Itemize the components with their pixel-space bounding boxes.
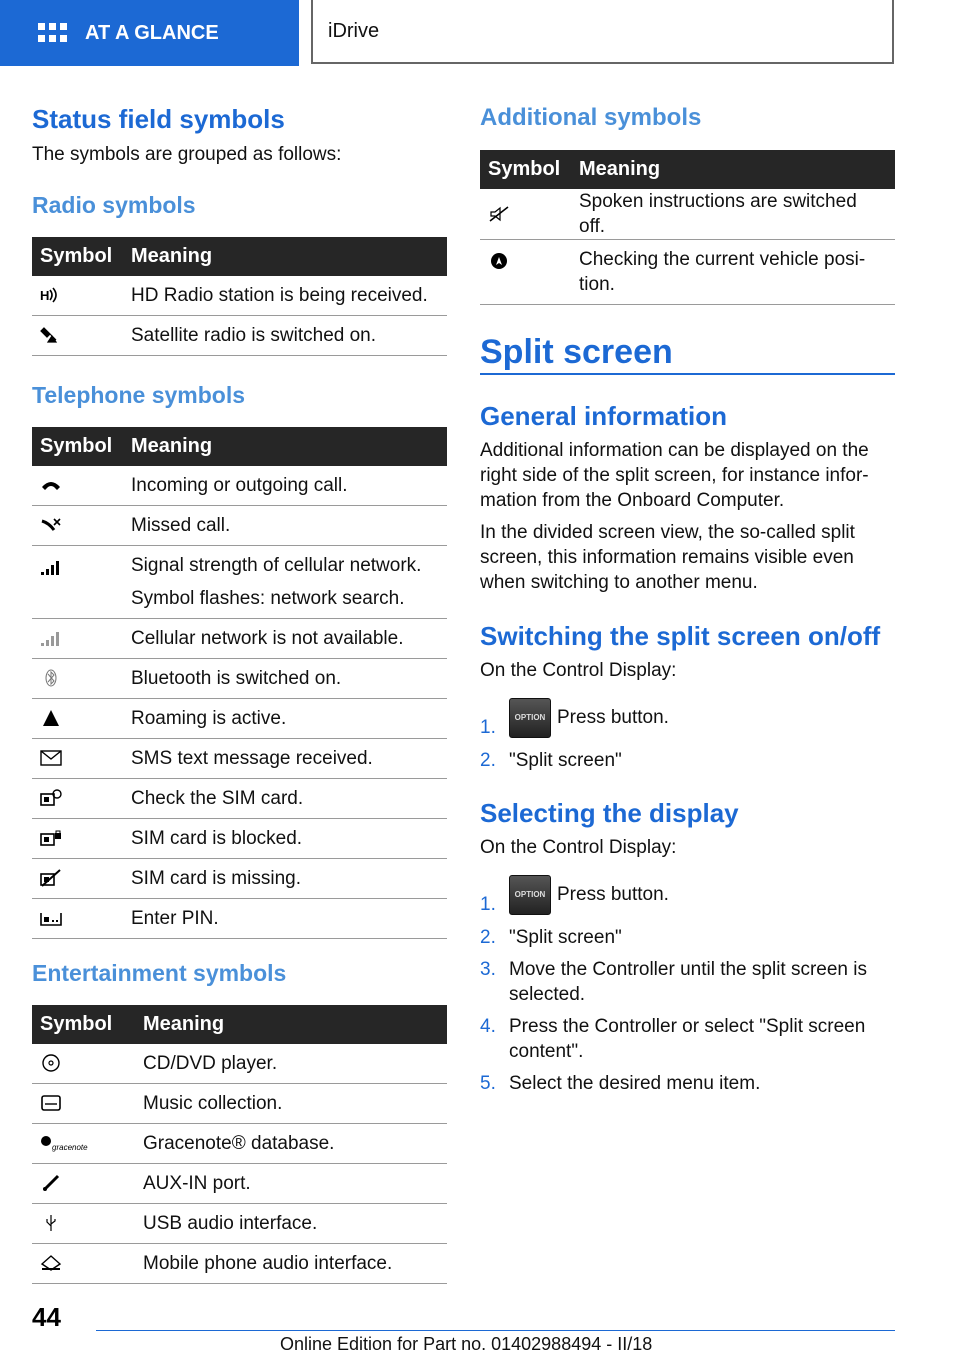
bluetooth-icon xyxy=(40,669,62,687)
general-para-1: Additional information can be displayed on the right side of the split screen, for instance infor- mation from the Onboard Computer. xyxy=(480,440,869,511)
row-meaning: Checking the current vehicle posi- xyxy=(579,249,866,270)
grid-icon xyxy=(38,21,68,45)
missed-call-icon xyxy=(40,516,62,534)
step-number: 4. xyxy=(480,1016,496,1037)
step-number: 3. xyxy=(480,959,496,980)
entertainment-table xyxy=(32,1005,447,1284)
row-meaning: Signal strength of cellular network. xyxy=(131,555,422,576)
sim-check-icon xyxy=(40,789,62,807)
table-row xyxy=(32,899,447,939)
row-meaning: Cellular network is not available. xyxy=(123,619,447,659)
list-item xyxy=(480,875,895,925)
row-meaning: Incoming or outgoing call. xyxy=(123,466,447,506)
option-button-icon: OPTION xyxy=(509,698,551,738)
list-item xyxy=(480,925,895,950)
table-row xyxy=(32,819,447,859)
step-number: 1. xyxy=(480,894,496,915)
table-row xyxy=(32,1244,447,1284)
table-row xyxy=(32,466,447,506)
step-text: "Split screen" xyxy=(509,750,622,771)
table-row xyxy=(32,1044,447,1084)
telephone-heading: Telephone symbols xyxy=(32,382,246,408)
additional-heading: Additional symbols xyxy=(480,104,702,131)
step-text-cont: selected. xyxy=(509,984,586,1005)
sim-missing-icon xyxy=(40,869,62,887)
voice-off-icon xyxy=(488,205,510,223)
list-item xyxy=(480,1014,895,1064)
row-meaning: Gracenote® database. xyxy=(135,1124,447,1164)
row-meaning: Spoken instructions are switched off. xyxy=(571,189,895,240)
col-symbol: Symbol xyxy=(32,237,123,276)
tab-idrive[interactable] xyxy=(311,0,894,64)
usb-icon xyxy=(40,1214,62,1232)
page-number: 44 xyxy=(32,1302,61,1332)
no-network-icon xyxy=(40,629,62,647)
aux-in-icon xyxy=(40,1174,62,1192)
row-meaning: Satellite radio is switched on. xyxy=(123,316,447,356)
table-header xyxy=(32,427,447,466)
intro-text: The symbols are grouped as follows: xyxy=(32,144,342,165)
header-bar xyxy=(0,0,960,66)
step-number: 5. xyxy=(480,1073,496,1094)
list-item xyxy=(480,748,895,773)
option-button-icon: OPTION xyxy=(509,875,551,915)
col-meaning: Meaning xyxy=(123,237,447,276)
selecting-steps xyxy=(480,875,895,1096)
step-text: Select the desired menu item. xyxy=(509,1073,761,1094)
mobile-audio-icon xyxy=(40,1254,62,1272)
table-row xyxy=(32,619,447,659)
signal-strength-icon xyxy=(40,558,62,576)
table-row xyxy=(480,189,895,240)
table-row xyxy=(32,1204,447,1244)
title-rule xyxy=(480,373,895,375)
step-number: 2. xyxy=(480,750,496,771)
row-meaning-note: Symbol flashes: network search. xyxy=(131,588,405,609)
step-number: 1. xyxy=(480,717,496,738)
table-header xyxy=(32,1005,447,1044)
roaming-icon xyxy=(40,709,62,727)
switching-heading: Switching the split screen on/off xyxy=(480,621,881,651)
row-meaning: SIM card is blocked. xyxy=(123,819,447,859)
vehicle-position-icon xyxy=(488,252,510,270)
table-header xyxy=(480,150,895,189)
gracenote-logo-text: gracenote xyxy=(52,1143,88,1153)
satellite-icon xyxy=(40,326,62,344)
table-row xyxy=(32,1084,447,1124)
table-row xyxy=(32,859,447,899)
radio-table xyxy=(32,237,447,356)
row-meaning: Missed call. xyxy=(123,506,447,546)
gracenote-icon xyxy=(40,1134,102,1152)
selecting-heading: Selecting the display xyxy=(480,798,739,828)
tab-at-a-glance[interactable] xyxy=(0,0,299,66)
sim-blocked-icon xyxy=(40,829,62,847)
radio-heading: Radio symbols xyxy=(32,192,196,218)
row-meaning: Enter PIN. xyxy=(123,899,447,939)
row-meaning-cont: tion. xyxy=(579,274,615,295)
row-meaning: USB audio interface. xyxy=(135,1204,447,1244)
table-row xyxy=(32,1124,447,1164)
row-meaning: Bluetooth is switched on. xyxy=(123,659,447,699)
table-row xyxy=(32,779,447,819)
row-meaning: HD Radio station is being received. xyxy=(123,276,447,316)
switching-steps xyxy=(480,698,895,773)
table-row xyxy=(480,240,895,305)
col-meaning: Meaning xyxy=(571,150,895,189)
phone-icon xyxy=(40,476,62,494)
footer-rule xyxy=(96,1330,895,1331)
table-row xyxy=(32,276,447,316)
selecting-intro: On the Control Display: xyxy=(480,837,677,858)
cd-dvd-icon xyxy=(40,1054,62,1072)
col-meaning: Meaning xyxy=(123,427,447,466)
col-meaning: Meaning xyxy=(135,1005,447,1044)
hd-radio-icon xyxy=(40,286,62,304)
step-text: "Split screen" xyxy=(509,927,622,948)
music-collection-icon xyxy=(40,1094,62,1112)
section-title: Status field symbols xyxy=(32,104,285,134)
step-number: 2. xyxy=(480,927,496,948)
row-meaning: Music collection. xyxy=(135,1084,447,1124)
row-meaning: CD/DVD player. xyxy=(135,1044,447,1084)
tab-label: iDrive xyxy=(328,19,380,42)
step-text: Move the Controller until the split screen is xyxy=(509,959,867,980)
row-meaning: Check the SIM card. xyxy=(123,779,447,819)
list-item xyxy=(480,1071,895,1096)
table-row xyxy=(32,546,447,619)
table-header xyxy=(32,237,447,276)
pin-icon xyxy=(40,909,62,927)
step-text: Press the Controller or select "Split screen xyxy=(509,1016,866,1037)
additional-table xyxy=(480,150,895,305)
table-row xyxy=(32,1164,447,1204)
table-row xyxy=(32,506,447,546)
step-text: Press button. xyxy=(557,707,669,729)
step-text: Press button. xyxy=(557,884,669,906)
table-row xyxy=(32,739,447,779)
row-meaning: SMS text message received. xyxy=(123,739,447,779)
general-para-2: In the divided screen view, the so-called split screen, this information remains visible even when switching to another menu. xyxy=(480,522,855,593)
telephone-table xyxy=(32,427,447,939)
col-symbol: Symbol xyxy=(480,150,571,189)
general-heading: General information xyxy=(480,401,728,431)
row-meaning: Mobile phone audio interface. xyxy=(135,1244,447,1284)
table-row xyxy=(32,659,447,699)
col-symbol: Symbol xyxy=(32,1005,135,1044)
footer-edition: Online Edition for Part no. 01402988494 - II/18 xyxy=(280,1334,653,1354)
step-text-cont: content". xyxy=(509,1041,584,1062)
tab-label: AT A GLANCE xyxy=(85,21,219,44)
table-row xyxy=(32,316,447,356)
list-item xyxy=(480,698,895,748)
switching-intro: On the Control Display: xyxy=(480,660,677,681)
sms-icon xyxy=(40,749,62,767)
list-item xyxy=(480,957,895,1007)
entertainment-heading: Entertainment symbols xyxy=(32,960,287,986)
col-symbol: Symbol xyxy=(32,427,123,466)
split-screen-title: Split screen xyxy=(480,333,673,371)
table-row xyxy=(32,699,447,739)
row-meaning: Roaming is active. xyxy=(123,699,447,739)
row-meaning: SIM card is missing. xyxy=(123,859,447,899)
svg-text:H: H xyxy=(40,288,50,304)
row-meaning: AUX-IN port. xyxy=(135,1164,447,1204)
